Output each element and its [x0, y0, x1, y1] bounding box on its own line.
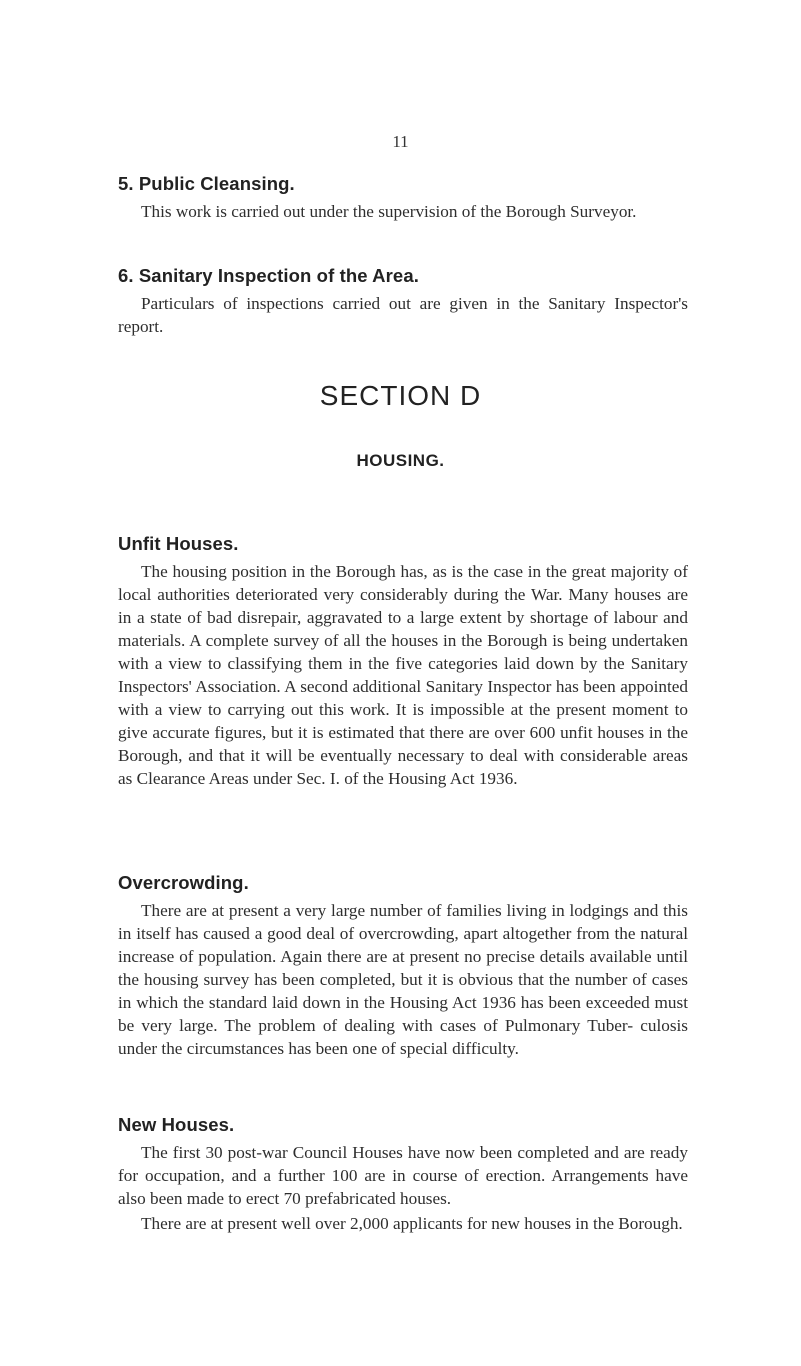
unfit-houses-heading: Unfit Houses.: [118, 533, 239, 554]
overcrowding-heading: Overcrowding.: [118, 872, 249, 893]
public-cleansing-section: [118, 173, 688, 223]
overcrowding-text: There are at present a very large number of families living in lodgings and this in itself has caused a good deal of overcrowding, apart altogether from the natural increase of population. Again there are at present no precise details available until the housing survey has been completed, but it is obvious that the number of cases in which the standard laid down in the Housing Act 1936 has been exceeded must be very large. The problem of dealing with cases of Pulmonary Tuber- culosis under the circumstances has been one of special difficulty.: [118, 901, 688, 1058]
new-houses-section: [118, 1114, 688, 1235]
section-subtitle: HOUSING.: [356, 451, 445, 470]
sanitary-inspection-section: [118, 265, 688, 338]
unfit-houses-section: [118, 533, 688, 790]
new-houses-heading: New Houses.: [118, 1114, 235, 1135]
public-cleansing-heading: 5. Public Cleansing.: [118, 173, 295, 194]
section-title: SECTION D: [319, 380, 482, 411]
public-cleansing-text: This work is carried out under the supervision of the Borough Surveyor.: [141, 202, 637, 221]
overcrowding-section: [118, 872, 688, 1060]
unfit-houses-text: The housing position in the Borough has, as is the case in the great majority of local authorities deteriorated very considerably during the War. Many houses are in a state of bad disrepair, aggravated to a large extent by shortage of labour and materials. A complete survey of all the houses in the Borough is being undertaken with a view to classifying them in the five categories laid down by the Sanitary Inspectors' Association. A second additional Sanitary Inspector has been appointed with a view to carrying out this work. It is impossible at the present moment to give accurate figures, but it is estimated that there are over 600 unfit houses in the Borough, and that it will be eventually necessary to deal with considerable areas as Clearance Areas under Sec. I. of the Housing Act 1936.: [118, 562, 688, 788]
new-houses-text-2: There are at present well over 2,000 applicants for new houses in the Borough.: [141, 1214, 683, 1233]
sanitary-inspection-text: Particulars of inspections carried out are given in the Sanitary Inspector's report.: [118, 294, 688, 336]
page-number: 11: [392, 132, 409, 151]
sanitary-inspection-heading: 6. Sanitary Inspection of the Area.: [118, 265, 419, 286]
new-houses-text-1: The first 30 post-war Council Houses have now been completed and are ready for occupation, and a further 100 are in course of erection. Arrangements have also been made to erect 70 prefabricated houses.: [118, 1143, 688, 1208]
